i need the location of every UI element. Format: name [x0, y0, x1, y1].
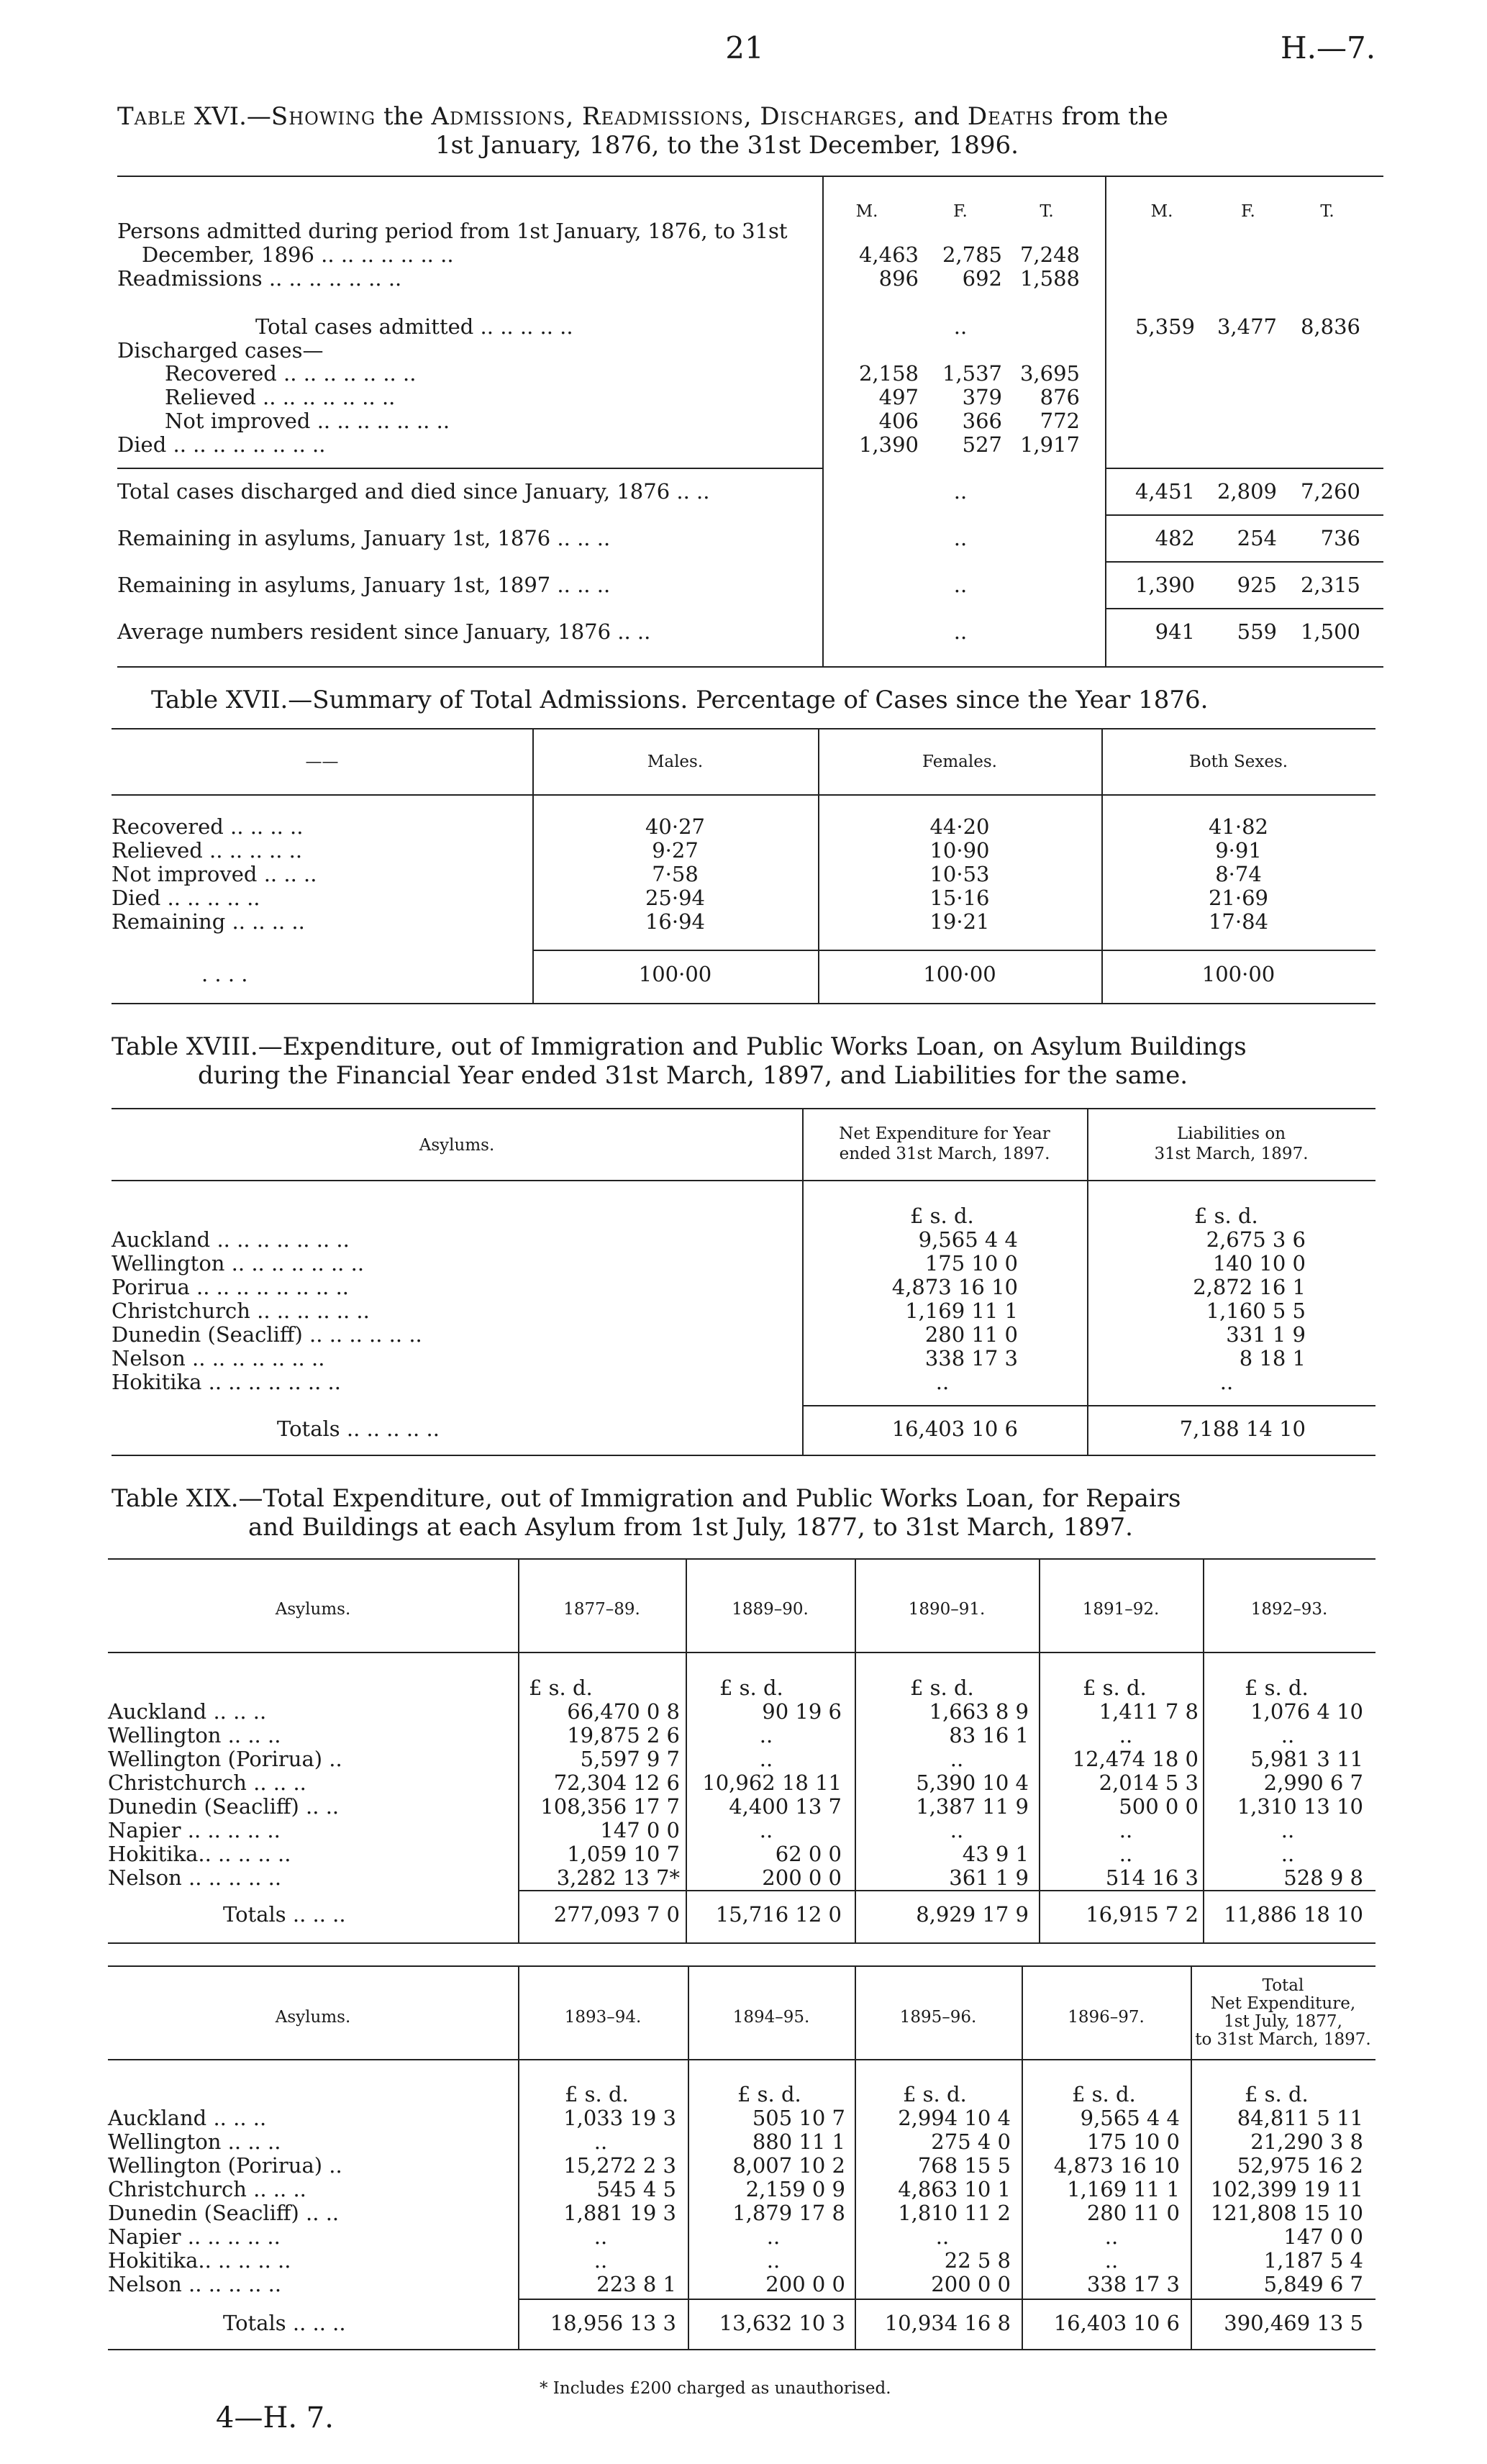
table-xix-caption-l2: and Buildings at each Asylum from 1st July, 1877, to 31st March, 1897.	[248, 1513, 1133, 1542]
t16-label-total-admitted: Total cases admitted .. .. .. .. ..	[255, 314, 573, 339]
page-number: 21	[725, 30, 764, 65]
footnote: * Includes £200 charged as unauthorised.	[540, 2379, 891, 2398]
t16-label-readmissions: Readmissions .. .. .. .. .. .. ..	[117, 266, 402, 291]
table-xvi-caption-line2: 1st January, 1876, to the 31st December, 1896.	[435, 131, 1019, 160]
table-xviii-caption-l1: Table XVIII.—Expenditure, out of Immigration and Public Works Loan, on Asylum Buildings	[112, 1032, 1247, 1061]
table-xvii-caption: Table XVII.—Summary of Total Admissions. Percentage of Cases since the Year 1876.	[151, 686, 1209, 714]
footer-code: 4—H. 7.	[216, 2401, 334, 2435]
table-xviii-caption-l2: during the Financial Year ended 31st March, 1897, and Liabilities for the same.	[198, 1061, 1188, 1090]
t16-label-admitted: Persons admitted during period from 1st January, 1876, to 31st	[117, 219, 788, 243]
document-code: H.—7.	[1281, 30, 1376, 65]
table-xix-caption-l1: Table XIX.—Total Expenditure, out of Immigration and Public Works Loan, for Repairs	[112, 1484, 1181, 1513]
table-xvi-caption-line1: Table XVI.—Showing the Admissions, Readmissions, Discharges, and Deaths from the	[117, 102, 1168, 131]
document-page: 21 H.—7. Table XVI.—Showing the Admissions, Readmissions, Discharges, and Deaths from the 1st January, 1876, to the 31st December, 1896. M. F. T. M. F. T. Persons admitted during period from 1st January, 1876, to 31st December, 1896 .. .. .. .. .. .. .. Readmissions .. .. .. .. .. .. .. Total cases admitted .. .. .. .. .. Discharged cases— Recovered .. .. .. .. .. .. .. Relieved .. .. .. .. .. .. .. Not improved .. .. .. .. .. .. .. Died .. .. .. .. .. .. .. .. Total cases discharged and died since January, 1876 .. .. Remaining in asylums, January 1st, 1876 .. .. .. Remaining in asylums, January 1st, 1897 .. .. .. Average numbers resident since January, 1876 .. .. 4,463 2,785 7,248 896 692 1,588 .. 2,158 1,537 3,695 497 379 876 406 366 772 1,390 527 1,917 .. .. .. .. 5,359 3,477 8,836 4,451 2,809 7,260 482 254 736 1,390 925 2,315 941 559 1,500 Table XVII.—Summary of Total Admissions. Percentage of Cases since the Year 1876. —— Males. Females. Both Sexes. Recovered .. .. .. .. Relieved .. .. .. .. .. Not improved .. .. .. Died .. .. .. .. .. Remaining .. .. .. .. 40·27 9·27 7·58 25·94 16·94 44·20 10·90 10·53 15·16 19·21 41·82 9·91 8·74 21·69 17·84 . . . . 100·00 100·00 100·00 Table XVIII.—Expenditure, out of Immigration and Public Works Loan, on Asylum Buildings during the Financial Year ended 31st March, 1897, and Liabilities for the same. Asylums. Net Expenditure for Year ended 31st March, 1897. Liabilities on 31st March, 1897. £ s. d. £ s. d. Auckland .. .. .. .. .. .. .. Wellington .. .. .. .. .. .. .. Porirua .. .. .. .. .. .. .. .. Christchurch .. .. .. .. .. .. Dunedin (Seacliff) .. .. .. .. .. .. Nelson .. .. .. .. .. .. .. Hokitika .. .. .. .. .. .. .. 9,565 4 4 175 10 0 4,873 16 10 1,169 11 1 280 11 0 338 17 3 .. 2,675 3 6 140 10 0 2,872 16 1 1,160 5 5 331 1 9 8 18 1 .. Totals .. .. .. .. .. 16,403 10 6 7,188 14 10 Table XIX.—Total Expenditure, out of Immigration and Public Works Loan, for Repairs and Buildings at each Asylum from 1st July, 1877, to 31st March, 1897. Asylums. 1877–89. 1889–90. 1890–91. 1891–92. 1892–93. £ s. d. £ s. d. £ s. d. £ s. d. £ s. d. Auckland .. .. .. Wellington .. .. .. Wellington (Porirua) .. Christchurch .. .. .. Dunedin (Seacliff) .. .. Napier .. .. .. .. .. Hokitika.. .. .. .. .. Nelson .. .. .. .. .. 66,470 0 8 19,875 2 6 5,597 9 7 72,304 12 6 108,356 17 7 147 0 0 1,059 10 7 3,282 13 7* 277,093 7 0 90 19 6 .. .. 10,962 18 11 4,400 13 7 .. 62 0 0 200 0 0 15,716 12 0 1,663 8 9 83 16 1 .. 5,390 10 4 1,387 11 9 .. 43 9 1 361 1 9 8,929 17 9 1,411 7 8 .. 12,474 18 0 2,014 5 3 500 0 0 .. .. 514 16 3 16,915 7 2 1,076 4 10 .. 5,981 3 11 2,990 6 7 1,310 13 10 .. .. 528 9 8 11,886 18 10 Totals .. .. .. Asylums. 1893–94. 1894–95. 1895–96. 1896–97. Total Net Expenditure, 1st July, 1877, to 31st March, 1897. £ s. d. £ s. d. £ s. d. £ s. d. £ s. d. Auckland .. .. .. Wellington .. .. .. Wellington (Porirua) .. Christchurch .. .. .. Dunedin (Seacliff) .. .. Napier .. .. .. .. .. Hokitika.. .. .. .. .. Nelson .. .. .. .. .. 1,033 19 3 .. 15,272 2 3 545 4 5 1,881 19 3 .. .. 223 8 1 18,956 13 3 505 10 7 880 11 1 8,007 10 2 2,159 0 9 1,879 17 8 .. .. 200 0 0 13,632 10 3 2,994 10 4 275 4 0 768 15 5 4,863 10 1 1,810 11 2 .. 22 5 8 200 0 0 10,934 16 8 9,565 4 4 175 10 0 4,873 16 10 1,169 11 1 280 11 0 .. .. 338 17 3 16,403 10 6 84,811 5 11 21,290 3 8 52,975 16 2 102,399 19 11 121,808 15 10 147 0 0 1,187 5 4 5,849 6 7 390,469 13 5 Totals .. .. .. * Includes £200 charged as unauthorised. 4—H. 7.	[0, 0, 1487, 2464]
